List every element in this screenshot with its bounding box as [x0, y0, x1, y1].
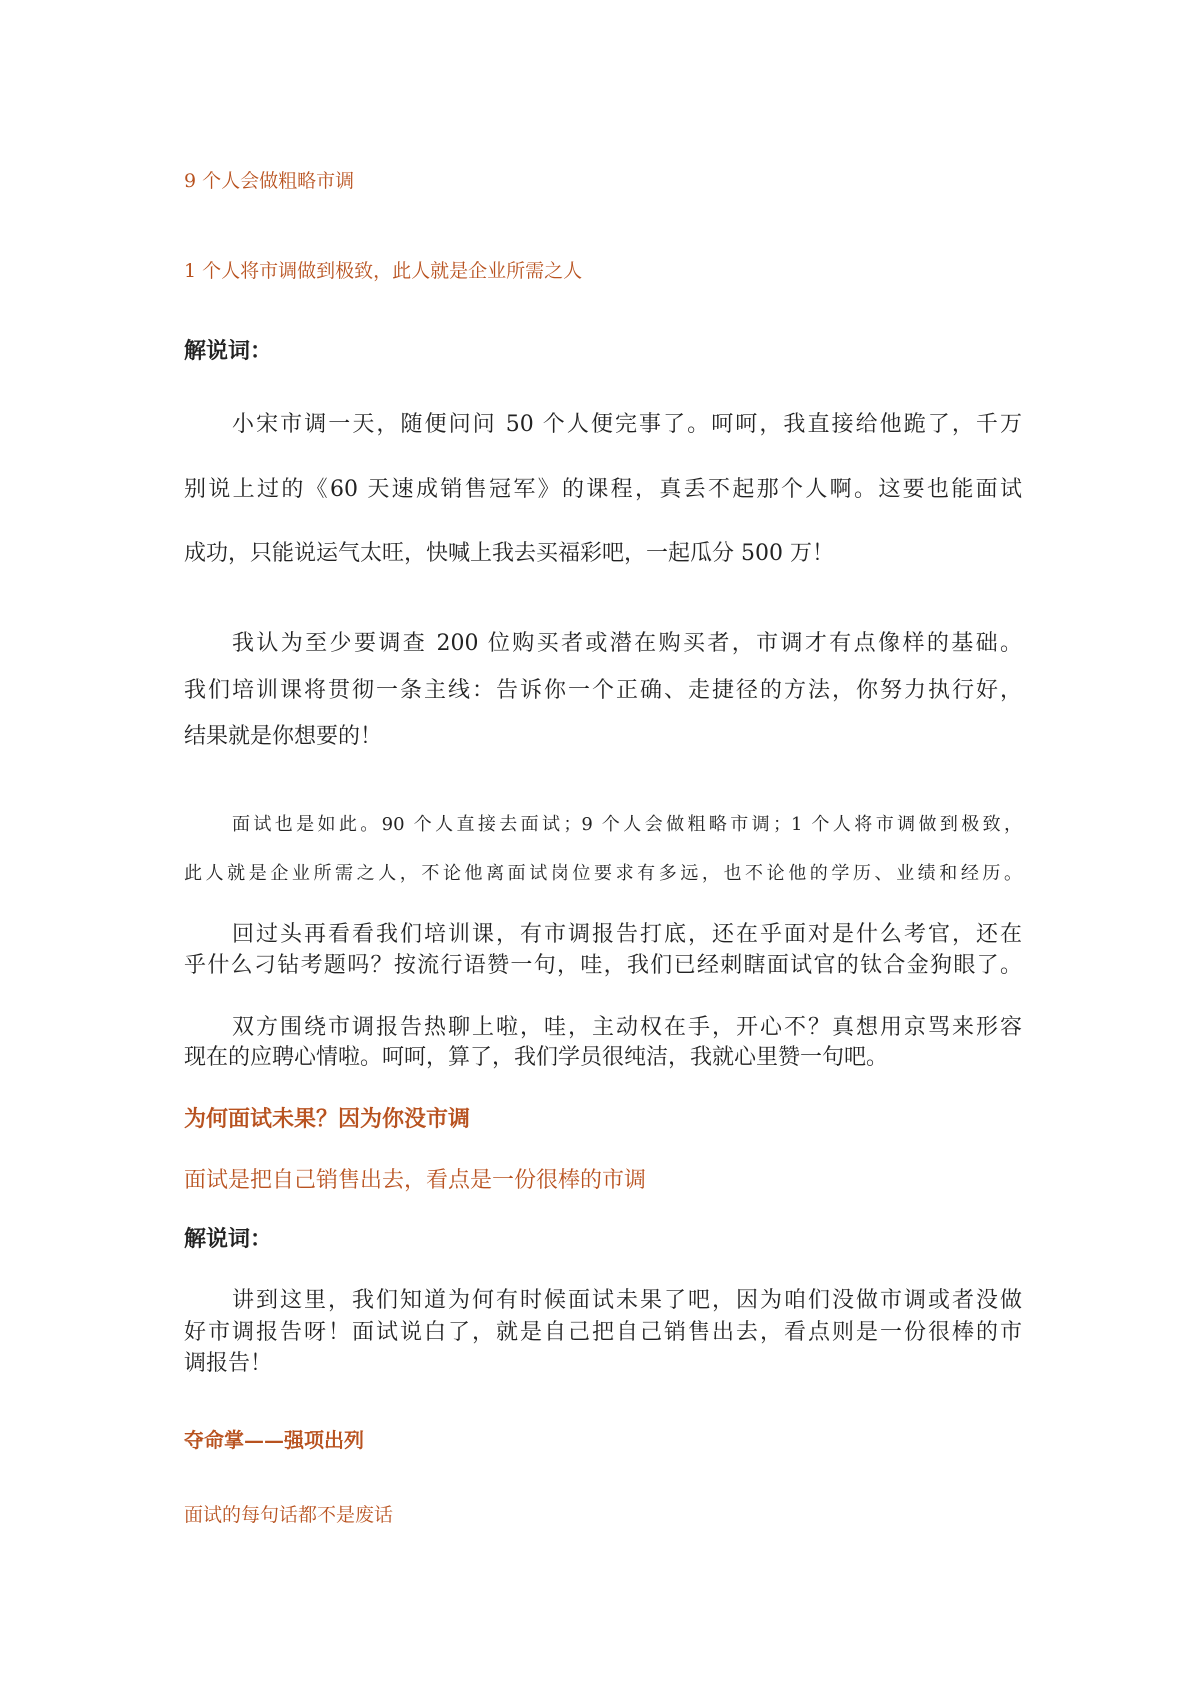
paragraph-line: 讲到这里，我们知道为何有时候面试未果了吧，因为咱们没做市调或者没做	[232, 1288, 1022, 1313]
paragraph-line: 调报告！	[184, 1351, 273, 1376]
paragraph-line: 我们培训课将贯彻一条主线：告诉你一个正确、走捷径的方法，你努力执行好，	[184, 678, 1022, 703]
paragraph-line: 别说上过的《60 天速成销售冠军》的课程，真丢不起那个人啊。这要也能面试	[184, 477, 1022, 502]
section-heading: 夺命掌——强项出列	[184, 1428, 364, 1452]
section-subheading: 面试的每句话都不是废话	[184, 1504, 394, 1526]
paragraph-line: 现在的应聘心情啦。呵呵，算了，我们学员很纯洁，我就心里赞一句吧。	[184, 1045, 889, 1070]
section-heading: 为何面试未果？因为你没市调	[184, 1106, 471, 1132]
line-one-person: 1 个人将市调做到极致，此人就是企业所需之人	[184, 260, 583, 282]
paragraph-line: 好市调报告呀！面试说白了，就是自己把自己销售出去，看点则是一份很棒的市	[184, 1320, 1022, 1345]
paragraph-line: 我认为至少要调查 200 位购买者或潜在购买者，市调才有点像样的基础。	[232, 631, 1022, 656]
commentary-label: 解说词：	[184, 338, 273, 364]
paragraph-line: 结果就是你想要的！	[184, 724, 383, 749]
paragraph-line: 乎什么刁钻考题吗？按流行语赞一句，哇，我们已经刺瞎面试官的钛合金狗眼了。	[184, 953, 1022, 978]
section-subheading: 面试是把自己销售出去，看点是一份很棒的市调	[184, 1168, 647, 1193]
paragraph-line: 双方围绕市调报告热聊上啦，哇，主动权在手，开心不？真想用京骂来形容	[232, 1015, 1022, 1040]
commentary-label: 解说词：	[184, 1226, 273, 1252]
paragraph-line: 小宋市调一天，随便问问 50 个人便完事了。呵呵，我直接给他跪了，千万	[232, 412, 1022, 437]
paragraph-line: 面试也是如此。90 个人直接去面试；9 个人会做粗略市调；1 个人将市调做到极致，	[232, 814, 1022, 835]
paragraph-line: 回过头再看看我们培训课，有市调报告打底，还在乎面对是什么考官，还在	[232, 922, 1022, 947]
paragraph-line: 此人就是企业所需之人，不论他离面试岗位要求有多远，也不论他的学历、业绩和经历。	[184, 863, 1022, 884]
line-nine-people: 9 个人会做粗略市调	[184, 170, 355, 192]
paragraph-line: 成功，只能说运气太旺，快喊上我去买福彩吧，一起瓜分 500 万！	[184, 541, 834, 566]
